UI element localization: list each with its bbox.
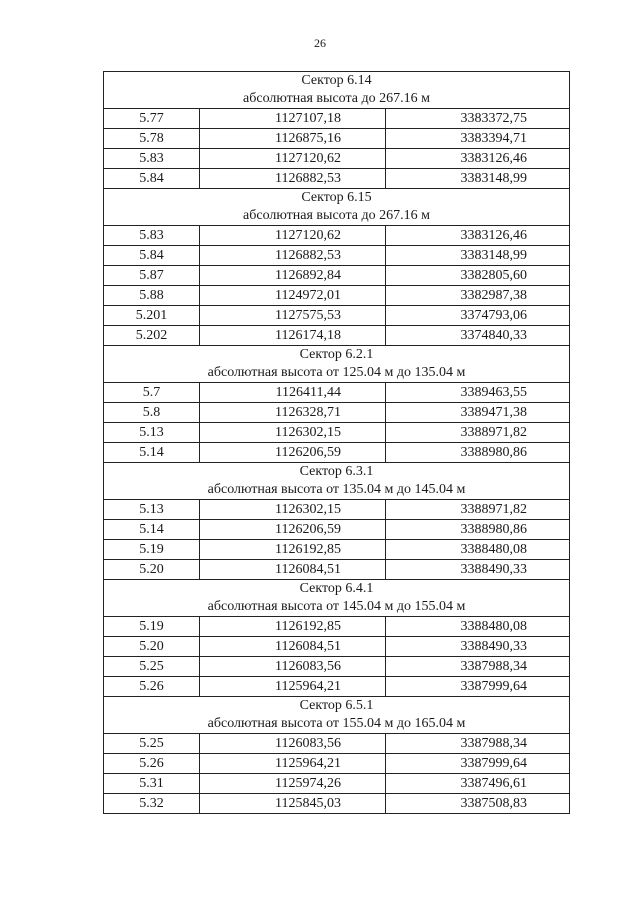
table-row	[104, 403, 570, 423]
x-coordinate-cell: 1126328,71	[200, 403, 386, 423]
y-coordinate-cell: 3388980,86	[386, 520, 570, 540]
y-coordinate-cell: 3383126,46	[386, 226, 570, 246]
point-number-cell: 5.26	[104, 677, 200, 697]
point-number-cell: 5.20	[104, 560, 200, 580]
sector-title: Сектор 6.5.1	[299, 698, 374, 713]
y-coordinate-cell: 3374793,06	[386, 306, 570, 326]
table-row	[104, 306, 570, 326]
x-coordinate-cell: 1126192,85	[200, 617, 386, 637]
y-coordinate-cell: 3388490,33	[386, 560, 570, 580]
table-row	[104, 266, 570, 286]
y-coordinate-cell: 3387496,61	[386, 774, 570, 794]
x-coordinate-cell: 1126083,56	[200, 657, 386, 677]
table-row	[104, 560, 570, 580]
y-coordinate-cell: 3387999,64	[386, 754, 570, 774]
point-number-cell: 5.13	[104, 423, 200, 443]
sector-header	[104, 72, 570, 109]
table-row	[104, 286, 570, 306]
x-coordinate-cell: 1125845,03	[200, 794, 386, 814]
sector-title: Сектор 6.14	[301, 73, 372, 88]
point-number-cell: 5.13	[104, 500, 200, 520]
point-number-cell: 5.87	[104, 266, 200, 286]
x-coordinate-cell: 1126882,53	[200, 169, 386, 189]
sector-header-row	[104, 580, 570, 617]
y-coordinate-cell: 3388490,33	[386, 637, 570, 657]
table-row	[104, 520, 570, 540]
x-coordinate-cell: 1127120,62	[200, 149, 386, 169]
coordinates-table-body	[104, 72, 570, 814]
point-number-cell: 5.31	[104, 774, 200, 794]
point-number-cell: 5.84	[104, 246, 200, 266]
point-number-cell: 5.83	[104, 149, 200, 169]
sector-title: Сектор 6.15	[301, 190, 372, 205]
y-coordinate-cell: 3383394,71	[386, 129, 570, 149]
y-coordinate-cell: 3388980,86	[386, 443, 570, 463]
table-row	[104, 617, 570, 637]
x-coordinate-cell: 1127575,53	[200, 306, 386, 326]
sector-header-row	[104, 346, 570, 383]
sector-header	[104, 189, 570, 226]
sector-header-row	[104, 189, 570, 226]
y-coordinate-cell: 3383148,99	[386, 246, 570, 266]
x-coordinate-cell: 1125964,21	[200, 677, 386, 697]
x-coordinate-cell: 1126084,51	[200, 560, 386, 580]
table-row	[104, 754, 570, 774]
y-coordinate-cell: 3387988,34	[386, 657, 570, 677]
table-row	[104, 169, 570, 189]
x-coordinate-cell: 1126174,18	[200, 326, 386, 346]
y-coordinate-cell: 3388971,82	[386, 423, 570, 443]
x-coordinate-cell: 1126302,15	[200, 500, 386, 520]
x-coordinate-cell: 1127107,18	[200, 109, 386, 129]
point-number-cell: 5.19	[104, 617, 200, 637]
x-coordinate-cell: 1126206,59	[200, 520, 386, 540]
point-number-cell: 5.25	[104, 734, 200, 754]
point-number-cell: 5.32	[104, 794, 200, 814]
x-coordinate-cell: 1126882,53	[200, 246, 386, 266]
sector-altitude: абсолютная высота до 267.16 м	[243, 91, 430, 106]
point-number-cell: 5.26	[104, 754, 200, 774]
x-coordinate-cell: 1126875,16	[200, 129, 386, 149]
point-number-cell: 5.78	[104, 129, 200, 149]
table-row	[104, 109, 570, 129]
x-coordinate-cell: 1126192,85	[200, 540, 386, 560]
x-coordinate-cell: 1127120,62	[200, 226, 386, 246]
page-number: 26	[314, 36, 326, 50]
y-coordinate-cell: 3383372,75	[386, 109, 570, 129]
x-coordinate-cell: 1126892,84	[200, 266, 386, 286]
coordinates-table	[103, 71, 570, 814]
table-row	[104, 149, 570, 169]
table-row	[104, 794, 570, 814]
sector-title: Сектор 6.2.1	[299, 347, 374, 362]
table-row	[104, 383, 570, 403]
sector-altitude: абсолютная высота до 267.16 м	[243, 208, 430, 223]
point-number-cell: 5.83	[104, 226, 200, 246]
sector-title: Сектор 6.4.1	[299, 581, 374, 596]
point-number-cell: 5.19	[104, 540, 200, 560]
sector-title: Сектор 6.3.1	[299, 464, 374, 479]
x-coordinate-cell: 1126083,56	[200, 734, 386, 754]
y-coordinate-cell: 3382805,60	[386, 266, 570, 286]
table-row	[104, 226, 570, 246]
point-number-cell: 5.25	[104, 657, 200, 677]
table-row	[104, 326, 570, 346]
sector-altitude: абсолютная высота от 145.04 м до 155.04 м	[207, 599, 466, 614]
table-row	[104, 657, 570, 677]
y-coordinate-cell: 3383126,46	[386, 149, 570, 169]
table-row	[104, 443, 570, 463]
table-row	[104, 734, 570, 754]
x-coordinate-cell: 1126084,51	[200, 637, 386, 657]
sector-header-row	[104, 463, 570, 500]
table-row	[104, 423, 570, 443]
sector-altitude: абсолютная высота от 135.04 м до 145.04 м	[207, 482, 466, 497]
x-coordinate-cell: 1125974,26	[200, 774, 386, 794]
y-coordinate-cell: 3388971,82	[386, 500, 570, 520]
sector-altitude: абсолютная высота от 125.04 м до 135.04 м	[207, 365, 466, 380]
point-number-cell: 5.202	[104, 326, 200, 346]
y-coordinate-cell: 3387508,83	[386, 794, 570, 814]
table-row	[104, 677, 570, 697]
point-number-cell: 5.88	[104, 286, 200, 306]
sector-altitude: абсолютная высота от 155.04 м до 165.04 м	[207, 716, 466, 731]
sector-header	[104, 697, 570, 734]
point-number-cell: 5.14	[104, 443, 200, 463]
y-coordinate-cell: 3389471,38	[386, 403, 570, 423]
table-row	[104, 500, 570, 520]
table-row	[104, 774, 570, 794]
sector-header	[104, 580, 570, 617]
table-row	[104, 637, 570, 657]
point-number-cell: 5.77	[104, 109, 200, 129]
y-coordinate-cell: 3374840,33	[386, 326, 570, 346]
point-number-cell: 5.14	[104, 520, 200, 540]
y-coordinate-cell: 3383148,99	[386, 169, 570, 189]
sector-header	[104, 346, 570, 383]
table-row	[104, 246, 570, 266]
y-coordinate-cell: 3387999,64	[386, 677, 570, 697]
table-row	[104, 129, 570, 149]
x-coordinate-cell: 1126411,44	[200, 383, 386, 403]
x-coordinate-cell: 1125964,21	[200, 754, 386, 774]
y-coordinate-cell: 3382987,38	[386, 286, 570, 306]
x-coordinate-cell: 1126206,59	[200, 443, 386, 463]
point-number-cell: 5.7	[104, 383, 200, 403]
sector-header	[104, 463, 570, 500]
x-coordinate-cell: 1124972,01	[200, 286, 386, 306]
point-number-cell: 5.20	[104, 637, 200, 657]
x-coordinate-cell: 1126302,15	[200, 423, 386, 443]
point-number-cell: 5.84	[104, 169, 200, 189]
sector-header-row	[104, 697, 570, 734]
y-coordinate-cell: 3387988,34	[386, 734, 570, 754]
y-coordinate-cell: 3388480,08	[386, 540, 570, 560]
point-number-cell: 5.201	[104, 306, 200, 326]
y-coordinate-cell: 3388480,08	[386, 617, 570, 637]
point-number-cell: 5.8	[104, 403, 200, 423]
table-row	[104, 540, 570, 560]
sector-header-row	[104, 72, 570, 109]
y-coordinate-cell: 3389463,55	[386, 383, 570, 403]
